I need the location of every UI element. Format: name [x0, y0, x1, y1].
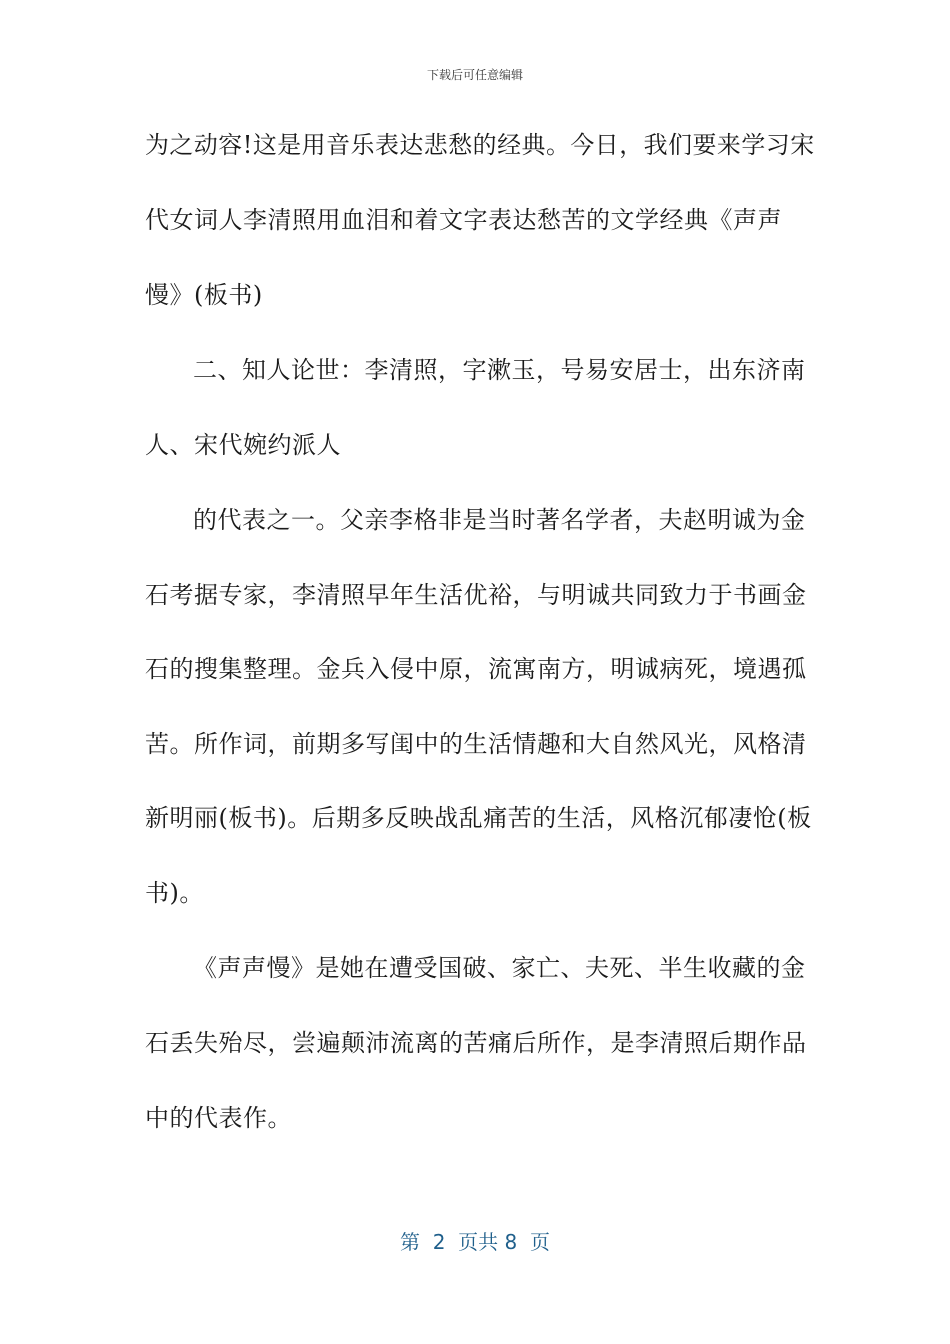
- text-line: 石丢失殆尽，尝遍颠沛流离的苦痛后所作，是李清照后期作品: [145, 1029, 807, 1057]
- page-header: 下载后可任意编辑: [426, 68, 523, 82]
- text-line: 的代表之一。父亲李格非是当时著名学者，夫赵明诚为金: [193, 506, 806, 534]
- text-line: 人、宋代婉约派人: [145, 431, 341, 459]
- text-line: 书)。: [145, 879, 204, 907]
- text-line: 代女词人李清照用血泪和着文字表达愁苦的文学经典《声声: [145, 206, 782, 234]
- text-line: 中的代表作。: [145, 1104, 292, 1132]
- text-line: 二、知人论世：李清照，字漱玉，号易安居士，出东济南: [193, 356, 806, 384]
- page-footer: 第 2 页共 8 页: [400, 1230, 550, 1254]
- text-line: 为之动容!这是用音乐表达悲愁的经典。今日，我们要来学习宋: [145, 131, 815, 159]
- text-line: 新明丽(板书)。后期多反映战乱痛苦的生活，风格沉郁凄怆(板: [145, 804, 812, 832]
- text-line: 《声声慢》是她在遭受国破、家亡、夫死、半生收藏的金: [193, 954, 806, 982]
- text-line: 慢》(板书): [145, 281, 263, 309]
- text-line: 石的搜集整理。金兵入侵中原，流寓南方，明诚病死，境遇孤: [145, 655, 807, 683]
- text-line: 石考据专家，李清照早年生活优裕，与明诚共同致力于书画金: [145, 581, 807, 609]
- text-line: 苦。所作词，前期多写闺中的生活情趣和大自然风光，风格清: [145, 730, 807, 758]
